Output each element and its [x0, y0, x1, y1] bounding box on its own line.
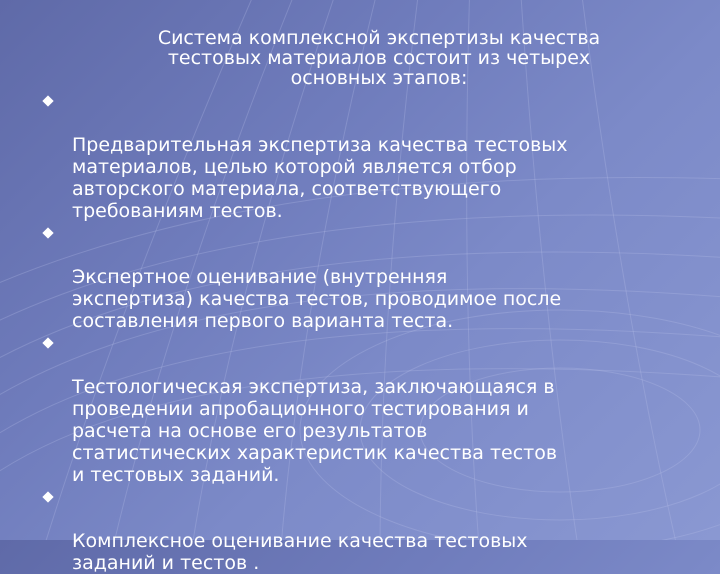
bullet-text: Тестологическая экспертиза, заключающаяся в проведении апробационного тестирования и расчета на основе его результатов статистических характеристик качества тестов и тестовых заданий.: [72, 376, 558, 486]
bullet-item: [44, 90, 694, 222]
slide-content: [44, 28, 694, 574]
bullet-text: Комплексное оценивание качества тестовых заданий и тестов .: [72, 530, 528, 574]
bullet-item: [44, 486, 694, 574]
bullet-item: [44, 332, 694, 486]
intro-text: Система комплексной экспертизы качества тестовых материалов состоит из четырех основных этапов:: [157, 27, 601, 89]
bullet-item: [44, 222, 694, 332]
bullet-text: Предварительная экспертиза качества тестовых материалов, целью которой является отбор авторского материала, соответствующего требованиям тестов.: [72, 134, 568, 222]
diamond-bullet-icon: [42, 95, 53, 106]
bullet-text: Экспертное оценивание (внутренняя экспертиза) качества тестов, проводимое после составления первого варианта теста.: [72, 266, 562, 332]
diamond-bullet-icon: [42, 227, 53, 238]
diamond-bullet-icon: [42, 337, 53, 348]
diamond-bullet-icon: [42, 491, 53, 502]
bullet-list: [44, 90, 694, 574]
